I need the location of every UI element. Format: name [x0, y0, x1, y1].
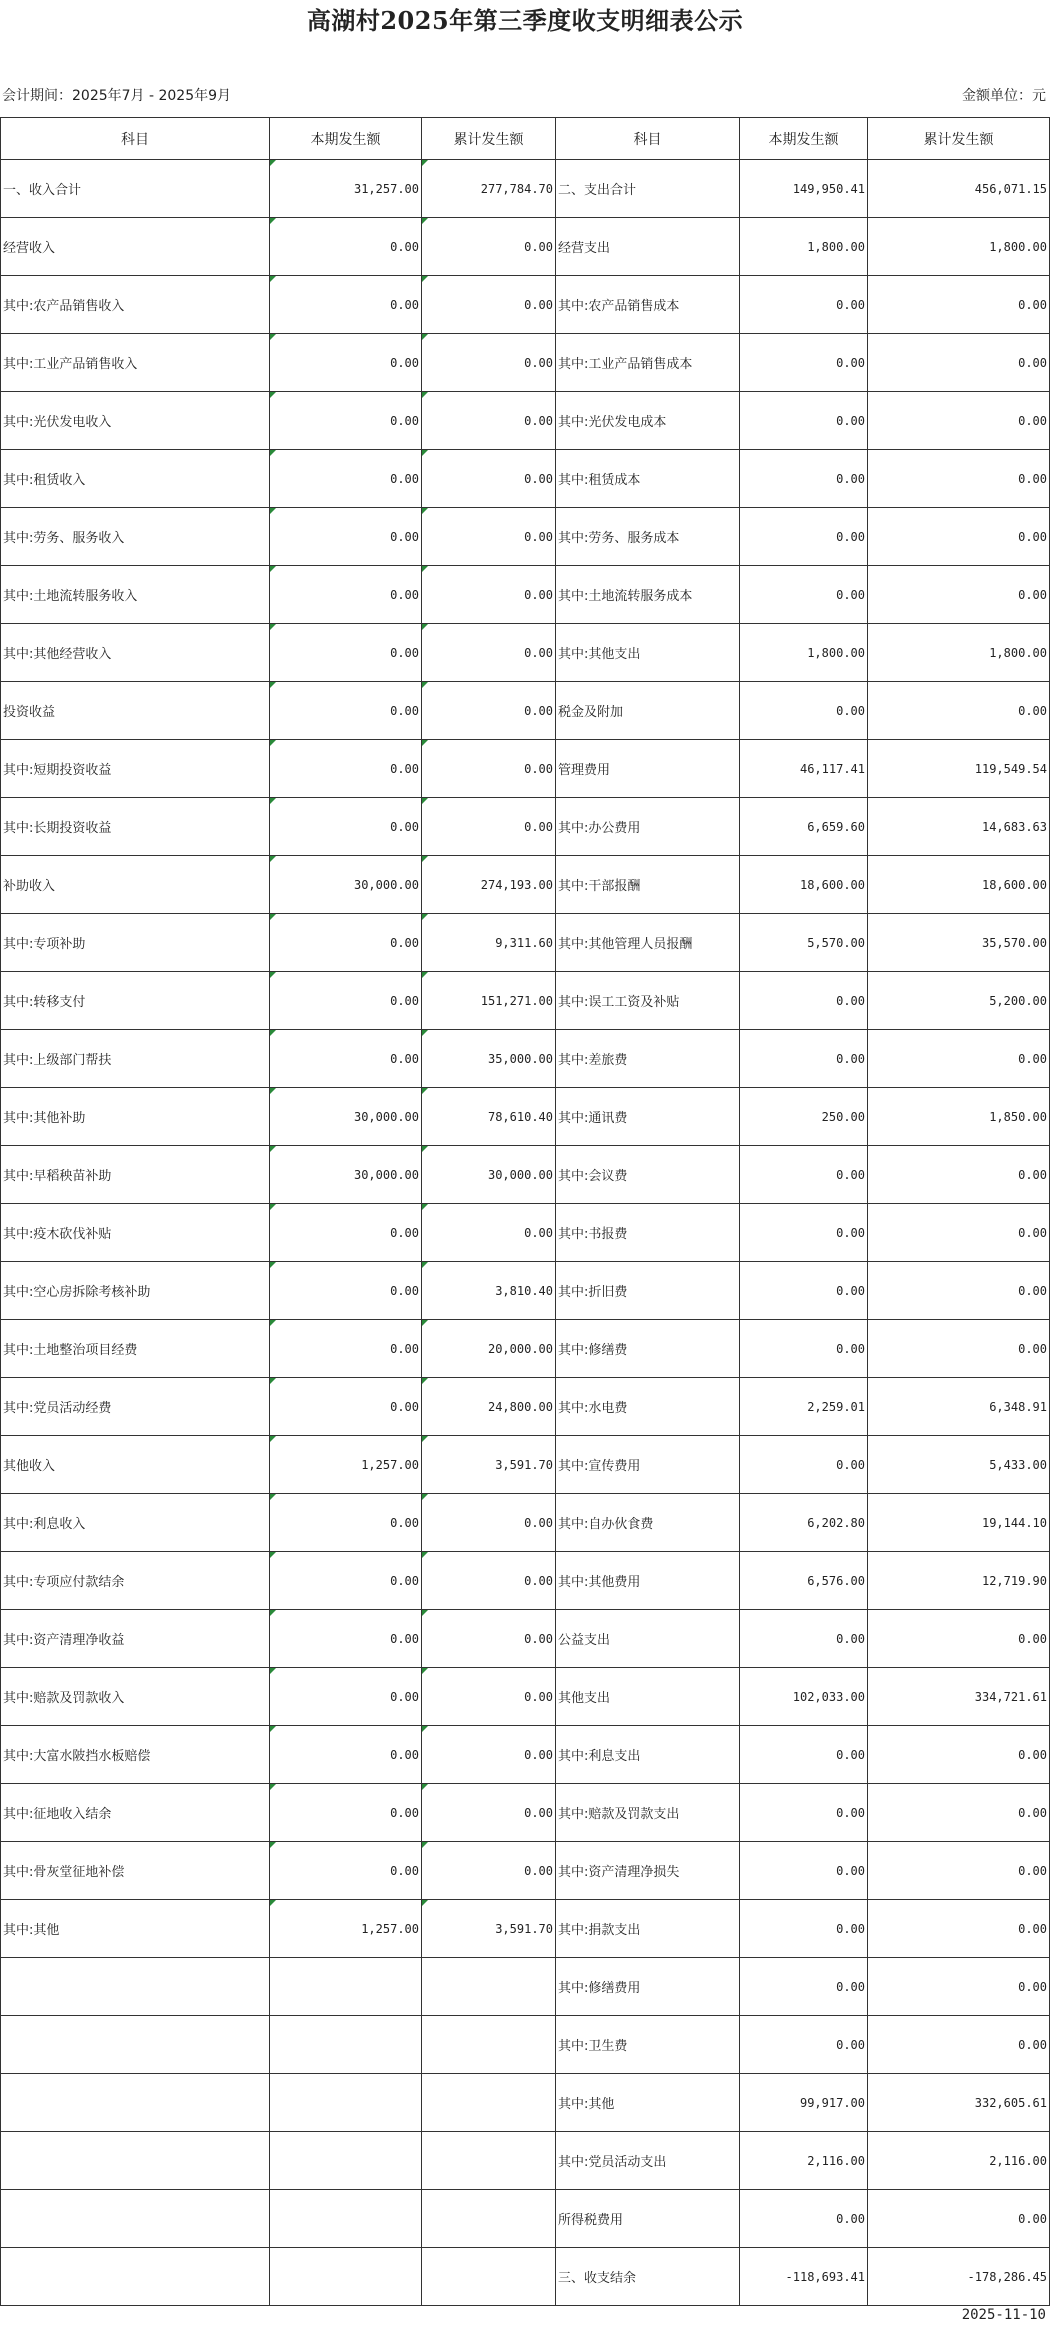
table-row	[1, 2132, 1050, 2190]
right-item-name: 其中:其他支出	[556, 624, 740, 682]
income-expense-table	[0, 117, 1050, 2306]
left-cumulative-amount: 151,271.00	[422, 972, 556, 1030]
left-current-amount: 0.00	[270, 1552, 422, 1610]
right-current-amount: 0.00	[740, 392, 868, 450]
left-current-amount	[270, 2248, 422, 2306]
left-item-name	[1, 2016, 270, 2074]
left-cumulative-amount	[422, 2132, 556, 2190]
right-item-name: 其中:办公费用	[556, 798, 740, 856]
left-cumulative-amount: 0.00	[422, 392, 556, 450]
left-cumulative-amount	[422, 2248, 556, 2306]
table-row	[1, 2248, 1050, 2306]
left-item-name	[1, 2190, 270, 2248]
left-item-name: 其中:赔款及罚款收入	[1, 1668, 270, 1726]
left-cumulative-amount	[422, 1958, 556, 2016]
table-row	[1, 334, 1050, 392]
left-current-amount: 0.00	[270, 508, 422, 566]
header-left-current: 本期发生额	[270, 118, 422, 160]
left-cumulative-amount: 0.00	[422, 450, 556, 508]
left-cumulative-amount: 0.00	[422, 1610, 556, 1668]
right-current-amount: 0.00	[740, 2190, 868, 2248]
left-current-amount: 0.00	[270, 1784, 422, 1842]
left-cumulative-amount: 0.00	[422, 276, 556, 334]
right-cumulative-amount: 5,433.00	[868, 1436, 1050, 1494]
left-item-name	[1, 2074, 270, 2132]
right-item-name: 其中:卫生费	[556, 2016, 740, 2074]
right-cumulative-amount: 0.00	[868, 566, 1050, 624]
left-item-name: 其中:上级部门帮扶	[1, 1030, 270, 1088]
left-item-name: 投资收益	[1, 682, 270, 740]
left-item-name: 其中:其他经营收入	[1, 624, 270, 682]
left-item-name: 其中:骨灰堂征地补偿	[1, 1842, 270, 1900]
left-current-amount: 31,257.00	[270, 160, 422, 218]
right-item-name: 其中:租赁成本	[556, 450, 740, 508]
right-item-name: 管理费用	[556, 740, 740, 798]
right-cumulative-amount: 0.00	[868, 276, 1050, 334]
left-cumulative-amount: 3,591.70	[422, 1436, 556, 1494]
left-item-name: 其中:利息收入	[1, 1494, 270, 1552]
table-row	[1, 2190, 1050, 2248]
table-row	[1, 276, 1050, 334]
left-cumulative-amount: 0.00	[422, 624, 556, 682]
table-row	[1, 1378, 1050, 1436]
left-cumulative-amount: 0.00	[422, 1842, 556, 1900]
left-current-amount: 0.00	[270, 334, 422, 392]
left-item-name: 其他收入	[1, 1436, 270, 1494]
right-cumulative-amount: 0.00	[868, 1784, 1050, 1842]
left-current-amount: 0.00	[270, 276, 422, 334]
left-current-amount	[270, 2016, 422, 2074]
right-current-amount: 0.00	[740, 1784, 868, 1842]
table-row	[1, 740, 1050, 798]
table-row	[1, 508, 1050, 566]
left-cumulative-amount: 0.00	[422, 1204, 556, 1262]
page-title: 高湖村2025年第三季度收支明细表公示	[306, 6, 744, 35]
right-cumulative-amount: 0.00	[868, 334, 1050, 392]
right-cumulative-amount: 1,850.00	[868, 1088, 1050, 1146]
left-item-name: 其中:大富水陂挡水板赔偿	[1, 1726, 270, 1784]
accounting-period: 会计期间：2025年7月 - 2025年9月	[2, 88, 232, 104]
right-cumulative-amount: 0.00	[868, 1030, 1050, 1088]
left-current-amount: 0.00	[270, 1320, 422, 1378]
right-item-name: 其中:修缮费	[556, 1320, 740, 1378]
left-current-amount: 0.00	[270, 682, 422, 740]
left-item-name	[1, 2132, 270, 2190]
table-row	[1, 1726, 1050, 1784]
table-row	[1, 1610, 1050, 1668]
left-cumulative-amount: 0.00	[422, 1668, 556, 1726]
right-item-name: 其中:其他管理人员报酬	[556, 914, 740, 972]
right-current-amount: 0.00	[740, 1958, 868, 2016]
right-item-name: 其中:赔款及罚款支出	[556, 1784, 740, 1842]
right-item-name: 其他支出	[556, 1668, 740, 1726]
left-cumulative-amount: 3,591.70	[422, 1900, 556, 1958]
left-current-amount: 0.00	[270, 1668, 422, 1726]
right-item-name: 其中:光伏发电成本	[556, 392, 740, 450]
left-cumulative-amount: 277,784.70	[422, 160, 556, 218]
right-current-amount: 0.00	[740, 276, 868, 334]
right-item-name: 其中:其他	[556, 2074, 740, 2132]
right-current-amount: -118,693.41	[740, 2248, 868, 2306]
right-current-amount: 0.00	[740, 1320, 868, 1378]
left-item-name: 其中:党员活动经费	[1, 1378, 270, 1436]
table-row	[1, 856, 1050, 914]
right-cumulative-amount: 0.00	[868, 682, 1050, 740]
table-row	[1, 450, 1050, 508]
table-row	[1, 2016, 1050, 2074]
right-cumulative-amount: 0.00	[868, 2190, 1050, 2248]
table-row	[1, 1494, 1050, 1552]
table-row	[1, 1262, 1050, 1320]
header-right-item: 科目	[556, 118, 740, 160]
left-item-name: 其中:土地整治项目经费	[1, 1320, 270, 1378]
table-row	[1, 218, 1050, 276]
left-current-amount: 0.00	[270, 1262, 422, 1320]
right-cumulative-amount: 0.00	[868, 1146, 1050, 1204]
left-cumulative-amount: 0.00	[422, 1494, 556, 1552]
right-current-amount: 46,117.41	[740, 740, 868, 798]
report-date: 2025-11-10	[961, 2307, 1046, 2323]
left-item-name: 其中:长期投资收益	[1, 798, 270, 856]
right-item-name: 二、支出合计	[556, 160, 740, 218]
right-cumulative-amount: 119,549.54	[868, 740, 1050, 798]
right-item-name: 其中:通讯费	[556, 1088, 740, 1146]
left-item-name: 其中:空心房拆除考核补助	[1, 1262, 270, 1320]
left-current-amount	[270, 2074, 422, 2132]
left-item-name: 补助收入	[1, 856, 270, 914]
left-cumulative-amount	[422, 2016, 556, 2074]
left-cumulative-amount: 0.00	[422, 682, 556, 740]
left-current-amount: 0.00	[270, 972, 422, 1030]
left-cumulative-amount: 0.00	[422, 218, 556, 276]
right-cumulative-amount: 5,200.00	[868, 972, 1050, 1030]
left-cumulative-amount: 274,193.00	[422, 856, 556, 914]
right-item-name: 其中:误工工资及补贴	[556, 972, 740, 1030]
header-right-current: 本期发生额	[740, 118, 868, 160]
left-current-amount: 30,000.00	[270, 1088, 422, 1146]
left-item-name: 其中:资产清理净收益	[1, 1610, 270, 1668]
right-current-amount: 0.00	[740, 1726, 868, 1784]
right-cumulative-amount: 0.00	[868, 1610, 1050, 1668]
table-row	[1, 1552, 1050, 1610]
right-current-amount: 0.00	[740, 566, 868, 624]
right-cumulative-amount: 6,348.91	[868, 1378, 1050, 1436]
left-item-name: 其中:疫木砍伐补贴	[1, 1204, 270, 1262]
right-current-amount: 0.00	[740, 972, 868, 1030]
table-row	[1, 566, 1050, 624]
right-current-amount: 0.00	[740, 450, 868, 508]
right-cumulative-amount: 456,071.15	[868, 160, 1050, 218]
right-cumulative-amount: 1,800.00	[868, 218, 1050, 276]
left-item-name: 其中:光伏发电收入	[1, 392, 270, 450]
table-row	[1, 798, 1050, 856]
right-cumulative-amount: 334,721.61	[868, 1668, 1050, 1726]
left-cumulative-amount: 0.00	[422, 566, 556, 624]
table-row	[1, 392, 1050, 450]
right-current-amount: 6,576.00	[740, 1552, 868, 1610]
right-cumulative-amount: 0.00	[868, 1204, 1050, 1262]
header-right-cumulative: 累计发生额	[868, 118, 1050, 160]
right-cumulative-amount: 19,144.10	[868, 1494, 1050, 1552]
left-item-name: 其中:早稻秧苗补助	[1, 1146, 270, 1204]
left-cumulative-amount	[422, 2074, 556, 2132]
table-row	[1, 972, 1050, 1030]
right-cumulative-amount: -178,286.45	[868, 2248, 1050, 2306]
left-current-amount: 0.00	[270, 1030, 422, 1088]
right-current-amount: 0.00	[740, 1842, 868, 1900]
right-current-amount: 0.00	[740, 508, 868, 566]
left-item-name: 其中:其他补助	[1, 1088, 270, 1146]
left-item-name: 其中:工业产品销售收入	[1, 334, 270, 392]
header-left-cumulative: 累计发生额	[422, 118, 556, 160]
left-item-name: 其中:农产品销售收入	[1, 276, 270, 334]
right-item-name: 三、收支结余	[556, 2248, 740, 2306]
left-current-amount: 0.00	[270, 1204, 422, 1262]
right-current-amount: 0.00	[740, 334, 868, 392]
right-cumulative-amount: 12,719.90	[868, 1552, 1050, 1610]
right-item-name: 其中:修缮费用	[556, 1958, 740, 2016]
left-current-amount: 0.00	[270, 1494, 422, 1552]
right-cumulative-amount: 0.00	[868, 1262, 1050, 1320]
right-current-amount: 0.00	[740, 1146, 868, 1204]
right-item-name: 经营支出	[556, 218, 740, 276]
table-row	[1, 1088, 1050, 1146]
left-cumulative-amount: 0.00	[422, 508, 556, 566]
left-current-amount: 30,000.00	[270, 856, 422, 914]
right-current-amount: 18,600.00	[740, 856, 868, 914]
left-item-name: 其中:征地收入结余	[1, 1784, 270, 1842]
right-cumulative-amount: 332,605.61	[868, 2074, 1050, 2132]
right-current-amount: 0.00	[740, 1610, 868, 1668]
table-row	[1, 1204, 1050, 1262]
left-cumulative-amount	[422, 2190, 556, 2248]
right-cumulative-amount: 1,800.00	[868, 624, 1050, 682]
left-item-name: 其中:租赁收入	[1, 450, 270, 508]
right-item-name: 所得税费用	[556, 2190, 740, 2248]
right-current-amount: 102,033.00	[740, 1668, 868, 1726]
left-cumulative-amount: 0.00	[422, 1726, 556, 1784]
left-current-amount	[270, 1958, 422, 2016]
right-current-amount: 149,950.41	[740, 160, 868, 218]
right-current-amount: 6,202.80	[740, 1494, 868, 1552]
left-item-name	[1, 2248, 270, 2306]
right-item-name: 其中:宣传费用	[556, 1436, 740, 1494]
left-item-name: 经营收入	[1, 218, 270, 276]
right-item-name: 其中:党员活动支出	[556, 2132, 740, 2190]
left-current-amount: 0.00	[270, 624, 422, 682]
left-cumulative-amount: 20,000.00	[422, 1320, 556, 1378]
left-current-amount: 0.00	[270, 392, 422, 450]
left-item-name: 其中:专项补助	[1, 914, 270, 972]
left-item-name: 其中:土地流转服务收入	[1, 566, 270, 624]
left-cumulative-amount: 3,810.40	[422, 1262, 556, 1320]
left-cumulative-amount: 0.00	[422, 740, 556, 798]
right-item-name: 其中:干部报酬	[556, 856, 740, 914]
left-item-name: 其中:劳务、服务收入	[1, 508, 270, 566]
left-cumulative-amount: 9,311.60	[422, 914, 556, 972]
right-item-name: 其中:会议费	[556, 1146, 740, 1204]
right-item-name: 其中:捐款支出	[556, 1900, 740, 1958]
table-row	[1, 624, 1050, 682]
table-row	[1, 914, 1050, 972]
right-current-amount: 0.00	[740, 2016, 868, 2074]
right-cumulative-amount: 0.00	[868, 1842, 1050, 1900]
right-item-name: 其中:土地流转服务成本	[556, 566, 740, 624]
left-cumulative-amount: 24,800.00	[422, 1378, 556, 1436]
right-item-name: 其中:自办伙食费	[556, 1494, 740, 1552]
left-current-amount: 0.00	[270, 798, 422, 856]
table-header-row	[1, 118, 1050, 160]
left-item-name	[1, 1958, 270, 2016]
table-row	[1, 1436, 1050, 1494]
table-row	[1, 1030, 1050, 1088]
right-current-amount: 5,570.00	[740, 914, 868, 972]
left-current-amount: 0.00	[270, 1610, 422, 1668]
right-current-amount: 6,659.60	[740, 798, 868, 856]
left-item-name: 其中:专项应付款结余	[1, 1552, 270, 1610]
table-row	[1, 1958, 1050, 2016]
left-current-amount: 0.00	[270, 450, 422, 508]
table-row	[1, 1842, 1050, 1900]
left-cumulative-amount: 30,000.00	[422, 1146, 556, 1204]
right-cumulative-amount: 0.00	[868, 450, 1050, 508]
table-row	[1, 1668, 1050, 1726]
right-current-amount: 1,800.00	[740, 218, 868, 276]
left-item-name: 其中:转移支付	[1, 972, 270, 1030]
right-current-amount: 0.00	[740, 1436, 868, 1494]
right-cumulative-amount: 35,570.00	[868, 914, 1050, 972]
right-item-name: 其中:资产清理净损失	[556, 1842, 740, 1900]
right-current-amount: 2,259.01	[740, 1378, 868, 1436]
table-row	[1, 1900, 1050, 1958]
right-current-amount: 0.00	[740, 682, 868, 740]
right-cumulative-amount: 14,683.63	[868, 798, 1050, 856]
left-current-amount: 0.00	[270, 566, 422, 624]
left-current-amount	[270, 2132, 422, 2190]
left-current-amount: 1,257.00	[270, 1436, 422, 1494]
right-item-name: 税金及附加	[556, 682, 740, 740]
left-cumulative-amount: 0.00	[422, 1784, 556, 1842]
right-cumulative-amount: 0.00	[868, 508, 1050, 566]
left-item-name: 一、收入合计	[1, 160, 270, 218]
right-cumulative-amount: 0.00	[868, 1320, 1050, 1378]
right-cumulative-amount: 2,116.00	[868, 2132, 1050, 2190]
table-row	[1, 1146, 1050, 1204]
right-cumulative-amount: 0.00	[868, 2016, 1050, 2074]
right-current-amount: 0.00	[740, 1900, 868, 1958]
right-cumulative-amount: 18,600.00	[868, 856, 1050, 914]
table-row	[1, 1784, 1050, 1842]
left-current-amount: 30,000.00	[270, 1146, 422, 1204]
table-row	[1, 682, 1050, 740]
right-item-name: 其中:其他费用	[556, 1552, 740, 1610]
header-left-item: 科目	[1, 118, 270, 160]
right-cumulative-amount: 0.00	[868, 1900, 1050, 1958]
right-cumulative-amount: 0.00	[868, 1726, 1050, 1784]
left-current-amount: 0.00	[270, 740, 422, 798]
right-item-name: 其中:劳务、服务成本	[556, 508, 740, 566]
left-item-name: 其中:其他	[1, 1900, 270, 1958]
right-current-amount: 2,116.00	[740, 2132, 868, 2190]
left-cumulative-amount: 0.00	[422, 334, 556, 392]
left-cumulative-amount: 35,000.00	[422, 1030, 556, 1088]
left-cumulative-amount: 0.00	[422, 1552, 556, 1610]
right-cumulative-amount: 0.00	[868, 392, 1050, 450]
right-item-name: 其中:书报费	[556, 1204, 740, 1262]
right-current-amount: 0.00	[740, 1204, 868, 1262]
left-current-amount	[270, 2190, 422, 2248]
right-item-name: 其中:差旅费	[556, 1030, 740, 1088]
right-current-amount: 1,800.00	[740, 624, 868, 682]
right-current-amount: 0.00	[740, 1262, 868, 1320]
left-current-amount: 0.00	[270, 914, 422, 972]
left-item-name: 其中:短期投资收益	[1, 740, 270, 798]
right-current-amount: 250.00	[740, 1088, 868, 1146]
right-item-name: 公益支出	[556, 1610, 740, 1668]
right-item-name: 其中:水电费	[556, 1378, 740, 1436]
table-row	[1, 2074, 1050, 2132]
left-cumulative-amount: 78,610.40	[422, 1088, 556, 1146]
right-current-amount: 99,917.00	[740, 2074, 868, 2132]
left-cumulative-amount: 0.00	[422, 798, 556, 856]
currency-unit: 金额单位：元	[962, 88, 1046, 104]
table-row	[1, 160, 1050, 218]
table-row	[1, 1320, 1050, 1378]
left-current-amount: 0.00	[270, 1726, 422, 1784]
left-current-amount: 1,257.00	[270, 1900, 422, 1958]
left-current-amount: 0.00	[270, 1378, 422, 1436]
left-current-amount: 0.00	[270, 218, 422, 276]
right-cumulative-amount: 0.00	[868, 1958, 1050, 2016]
right-current-amount: 0.00	[740, 1030, 868, 1088]
right-item-name: 其中:工业产品销售成本	[556, 334, 740, 392]
right-item-name: 其中:折旧费	[556, 1262, 740, 1320]
right-item-name: 其中:农产品销售成本	[556, 276, 740, 334]
right-item-name: 其中:利息支出	[556, 1726, 740, 1784]
left-current-amount: 0.00	[270, 1842, 422, 1900]
